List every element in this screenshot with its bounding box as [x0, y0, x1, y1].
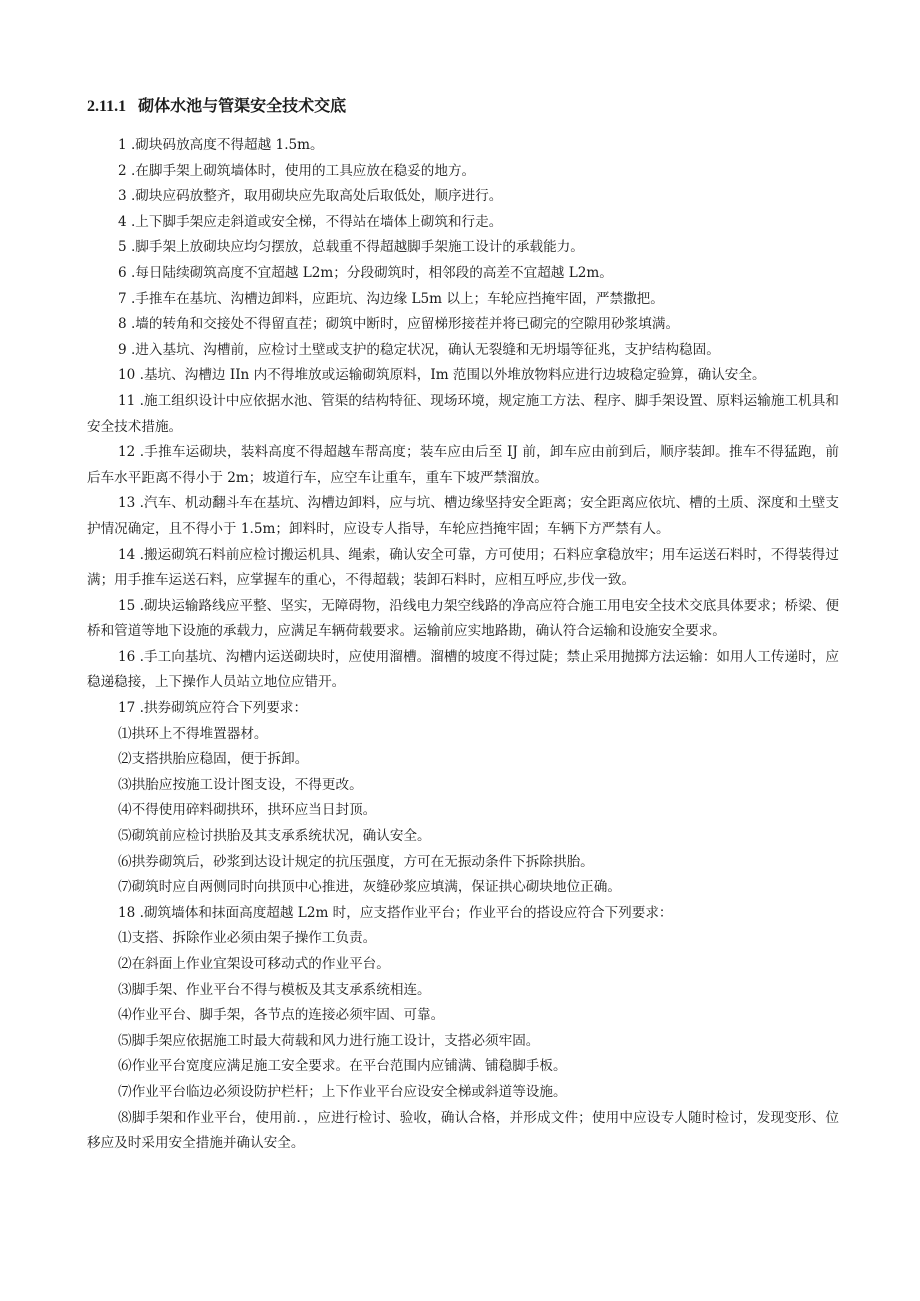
- paragraph-13: 13 .汽车、机动翻斗车在基坑、沟槽边卸料，应与坑、槽边缘坚持安全距离；安全距离应依坑、槽的土质、深度和土壁支护情况确定，且不得小于 1.5m；卸料时，应设专人指导，车轮应挡掩牢固；车辆下方严禁有人。: [87, 495, 839, 537]
- paragraph-17-item-1: ⑴拱环上不得堆置器材。: [118, 725, 268, 742]
- paragraph-18-item-8: ⑻脚手架和作业平台，使用前．，应进行检讨、验收，确认合格，并形成文件；使用中应设专人随时检讨，发现变形、位移应及时采用安全措施并确认安全。: [87, 1109, 839, 1152]
- paragraph-4: 4 .上下脚手架应走斜道或安全梯，不得站在墙体上砌筑和行走。: [118, 213, 503, 230]
- paragraph-18-item-4: ⑷作业平台、脚手架，各节点的连接必须牢固、可靠。: [118, 1007, 445, 1024]
- paragraph-15: 15 .砌块运输路线应平整、坚实，无障碍物，沿线电力架空线路的净高应符合施工用电安全技术交底具体要求；桥梁、便桥和管道等地下设施的承载力，应满足车辆荷载要求。运输前应实地路勘，确认符合运输和设施安全要求。: [87, 597, 839, 640]
- paragraph-16: 16 .手工向基坑、沟槽内运送砌块时，应使用溜槽。溜槽的坡度不得过陡；禁止采用抛掷方法运输：如用人工传递时，应稳递稳接，上下操作人员站立地位应错开。: [87, 648, 839, 691]
- paragraph-3: 3 .砌块应码放整齐，取用砌块应先取高处后取低处，顺序进行。: [118, 188, 503, 205]
- paragraph-18-item-2: ⑵在斜面上作业宜架设可移动式的作业平台。: [118, 956, 390, 972]
- paragraph-7: 7 .手推车在基坑、沟槽边卸料，应距坑、沟边缘 L5m 以上；车轮应挡掩牢固，严禁撒把。: [118, 290, 664, 307]
- section-heading: [87, 94, 839, 119]
- document-page: [87, 94, 839, 1157]
- paragraph-18-item-6: ⑹作业平台宽度应满足施工安全要求。在平台范围内应铺满、铺稳脚手板。: [118, 1058, 567, 1075]
- paragraph-17-item-4: ⑷不得使用碎料砌拱环，拱环应当日封顶。: [118, 802, 377, 819]
- section-title: 砌体水池与管渠安全技术交底: [138, 96, 347, 115]
- paragraph-18-item-3: ⑶脚手架、作业平台不得与模板及其支承系统相连。: [118, 981, 431, 998]
- paragraph-17: 17 .拱券砌筑应符合下列要求：: [118, 700, 308, 717]
- paragraph-17-item-6: ⑹拱券砌筑后，砂浆到达设计规定的抗压强度，方可在无振动条件下拆除拱胎。: [118, 853, 594, 870]
- paragraph-2: 2 .在脚手架上砌筑墙体时，使用的工具应放在稳妥的地方。: [118, 162, 476, 179]
- paragraph-17-item-7: ⑺砌筑时应自两侧同时向拱顶中心推进，灰缝砂浆应填满，保证拱心砌块地位正确。: [118, 879, 621, 896]
- paragraph-1: 1 .砌块码放高度不得超越 1.5m。: [118, 137, 324, 153]
- paragraph-17-item-2: ⑵支搭拱胎应稳固，便于拆卸。: [118, 751, 309, 768]
- paragraph-18: 18 .砌筑墙体和抹面高度超越 L2m 时，应支搭作业平台；作业平台的搭设应符合下列要求：: [118, 904, 673, 921]
- paragraph-6: 6 .每日陆续砌筑高度不宜超越 L2m；分段砌筑时，相邻段的高差不宜超越 L2m。: [118, 264, 613, 281]
- paragraph-10: 10 .基坑、沟槽边 IIn 内不得堆放或运输砌筑原料，Im 范围以外堆放物料应进行边坡稳定验算，确认安全。: [118, 367, 766, 384]
- paragraph-18-item-1: ⑴支搭、拆除作业必须由架子操作工负责。: [118, 930, 377, 947]
- paragraph-5: 5 .脚手架上放砌块应均匀摆放，总载重不得超越脚手架施工设计的承载能力。: [118, 239, 584, 256]
- paragraph-17-item-3: ⑶拱胎应按施工设计图支设，不得更改。: [118, 776, 363, 793]
- paragraph-14: 14 .搬运砌筑石料前应检讨搬运机具、绳索，确认安全可靠，方可使用；石料应拿稳放牢；用车运送石料时，不得装得过满；用手推车运送石料，应掌握车的重心，不得超载；装卸石料时，应相互呼应,步伐一致。: [87, 546, 839, 589]
- paragraph-12: 12 .手推车运砌块，装料高度不得超越车帮高度；装车应由后至 IJ 前，卸车应由前到后，顺序装卸。推车不得猛跑，前后车水平距离不得小于 2m；坡道行车，应空车让重车，重车下坡严禁溜放。: [87, 444, 839, 486]
- paragraph-18-item-7: ⑺作业平台临边必须设防护栏杆；上下作业平台应设安全梯或斜道等设施。: [118, 1083, 567, 1100]
- section-number: 2.11.1: [87, 98, 127, 115]
- paragraph-8: 8 .墙的转角和交接处不得留直茬；砌筑中断时，应留梯形接茬并将已砌完的空隙用砂浆填满。: [118, 316, 680, 333]
- paragraph-18-item-5: ⑸脚手架应依据施工时最大荷载和风力进行施工设计，支搭必须牢固。: [118, 1032, 540, 1049]
- paragraph-11: 11 .施工组织设计中应依据水池、管渠的结构特征、现场环境，规定施工方法、程序、脚手架设置、原料运输施工机具和安全技术措施。: [87, 392, 839, 435]
- paragraph-9: 9 .进入基坑、沟槽前，应检讨土壁或支护的稳定状况，确认无裂缝和无坍塌等征兆，支护结构稳固。: [118, 341, 720, 358]
- paragraph-17-item-5: ⑸砌筑前应检讨拱胎及其支承系统状况，确认安全。: [118, 828, 431, 845]
